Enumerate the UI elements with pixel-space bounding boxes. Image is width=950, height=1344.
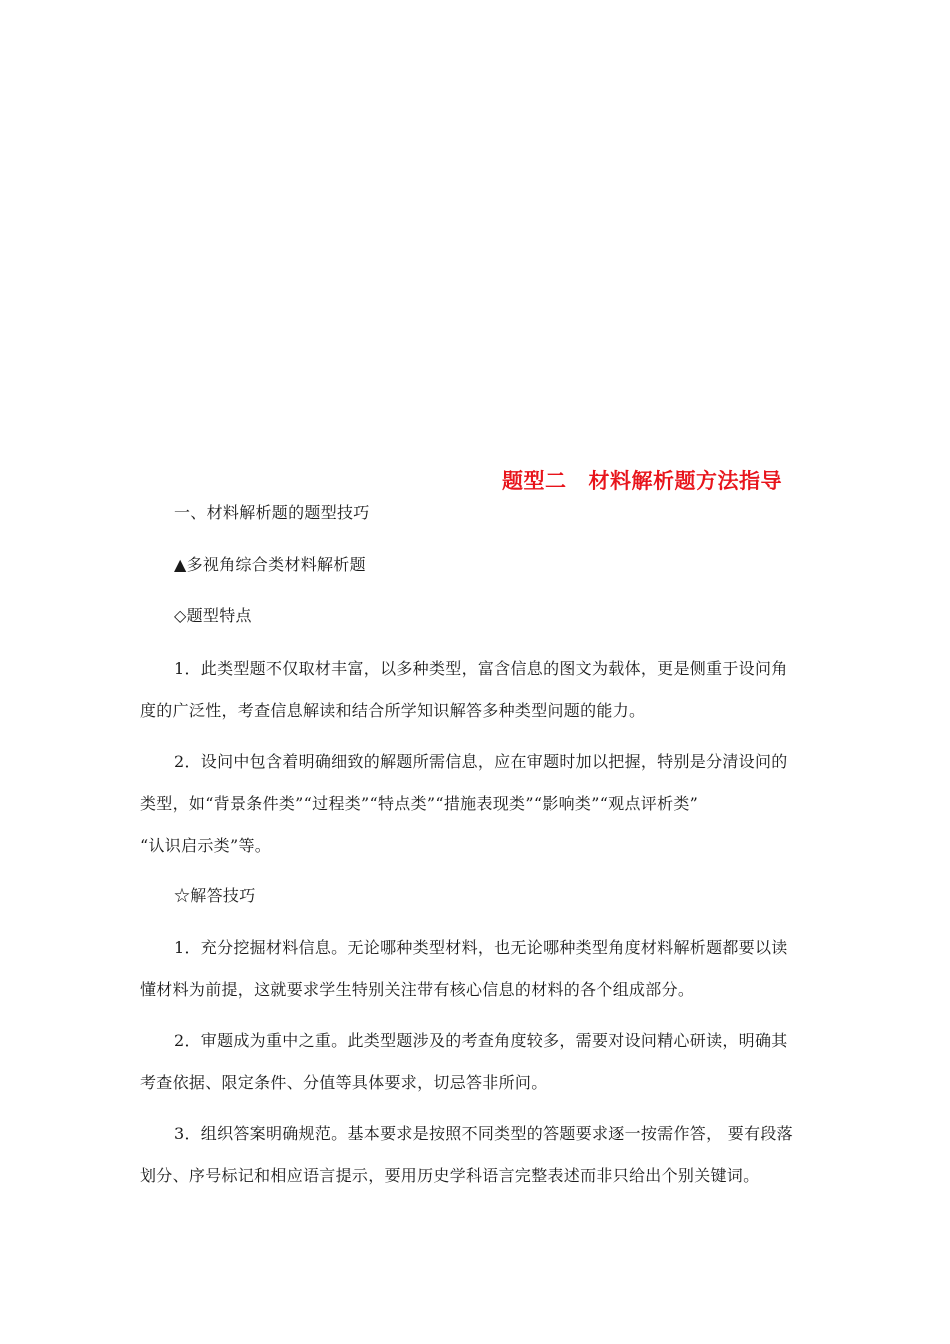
tip-1-line-1: 1．充分挖掘材料信息。无论哪种类型材料，也无论哪种类型角度材料解析题都要以读 — [174, 938, 788, 957]
title-part-1: 题型二 — [502, 469, 567, 493]
page-title — [502, 465, 782, 495]
section-heading: 一、材料解析题的题型技巧 — [174, 503, 370, 522]
tips-heading: ☆解答技巧 — [174, 886, 256, 905]
tip-3-line-1: 3．组织答案明确规范。基本要求是按照不同类型的答题要求逐一按需作答， 要有段落 — [174, 1124, 793, 1143]
feature-2-line-3: “认识启示类”等。 — [140, 836, 272, 855]
subsection-heading: ▲多视角综合类材料解析题 — [174, 555, 366, 574]
tip-2-line-1: 2．审题成为重中之重。此类型题涉及的考查角度较多，需要对设问精心研读，明确其 — [174, 1031, 788, 1050]
features-heading: ◇题型特点 — [174, 606, 252, 625]
tip-2-line-2: 考查依据、限定条件、分值等具体要求，切忌答非所问。 — [140, 1073, 548, 1092]
title-part-2: 材料解析题方法指导 — [588, 469, 782, 493]
feature-1-line-1: 1．此类型题不仅取材丰富，以多种类型，富含信息的图文为载体，更是侧重于设问角 — [174, 659, 788, 678]
feature-1-line-2: 度的广泛性，考查信息解读和结合所学知识解答多种类型问题的能力。 — [140, 701, 646, 720]
tip-3-line-2: 划分、序号标记和相应语言提示，要用历史学科语言完整表述而非只给出个别关键词。 — [140, 1166, 760, 1185]
feature-2-line-2: 类型，如“背景条件类”“过程类”“特点类”“措施表现类”“影响类”“观点评析类” — [140, 794, 699, 813]
feature-2-line-1: 2．设问中包含着明确细致的解题所需信息，应在审题时加以把握，特别是分清设问的 — [174, 752, 788, 771]
tip-1-line-2: 懂材料为前提，这就要求学生特别关注带有核心信息的材料的各个组成部分。 — [140, 980, 695, 999]
